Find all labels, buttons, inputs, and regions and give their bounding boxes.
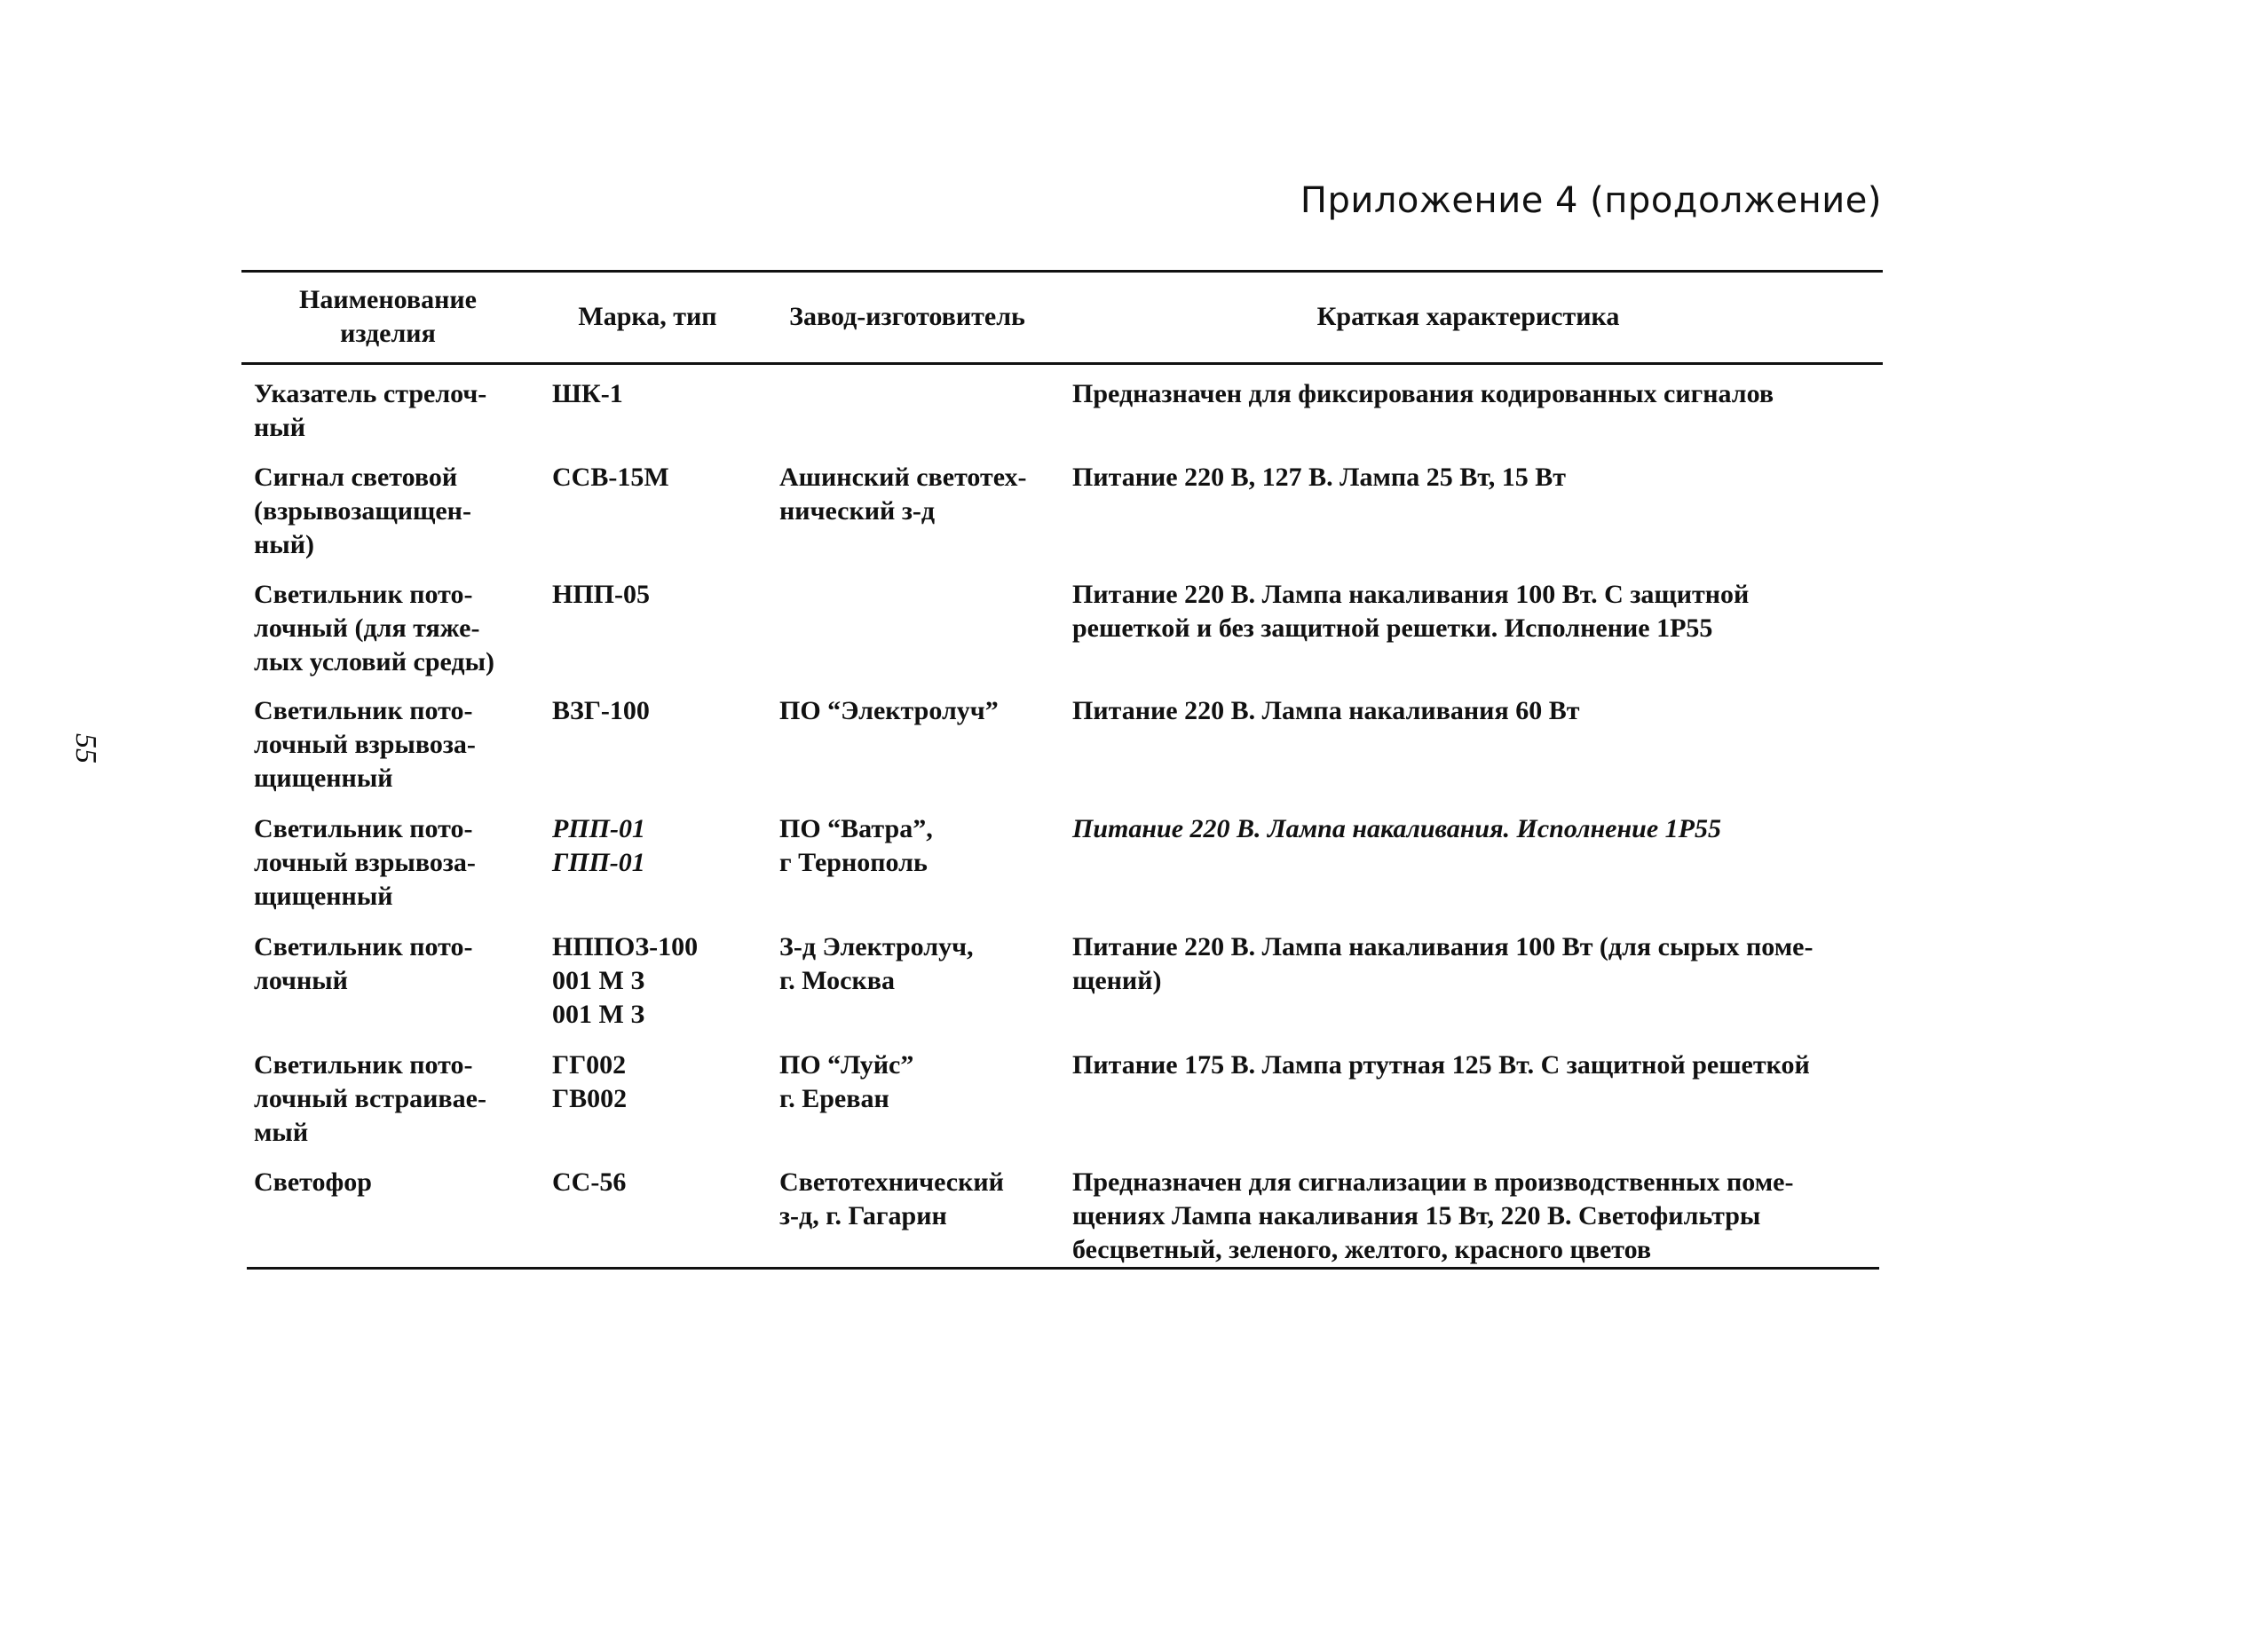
product-name-cell: Светильник пото- лочный <box>254 932 473 995</box>
appendix-title: Приложение 4 (продолжение) <box>1300 180 1882 221</box>
description-cell: Питание 220 В, 127 В. Лампа 25 Вт, 15 Вт <box>1072 463 1566 492</box>
column-header-description <box>1054 272 1883 362</box>
product-name-cell: Указатель стрелоч- ный <box>254 379 487 442</box>
column-header-maker <box>761 272 1054 362</box>
page-number: 55 <box>69 733 102 764</box>
table-header <box>241 272 1883 362</box>
product-name-cell: Сигнал световой (взрывозащищен- ный) <box>254 463 471 559</box>
brand-type-cell: ГГ002 ГВ002 <box>552 1050 628 1113</box>
description-cell: Питание 220 В. Лампа накаливания 60 Вт <box>1072 696 1580 725</box>
description-cell: Питание 220 В. Лампа накаливания. Исполнение 1Р55 <box>1072 814 1721 843</box>
table-header-rule <box>241 362 1883 365</box>
column-header-description-text: Краткая характеристика <box>1316 302 1620 331</box>
manufacturer-cell: Ашинский светотех- нический з-д <box>779 463 1027 526</box>
product-name-cell: Светофор <box>254 1167 372 1197</box>
column-header-name-text: Наименование изделия <box>299 285 477 348</box>
description-cell: Питание 175 В. Лампа ртутная 125 Вт. С защитной решеткой <box>1072 1050 1810 1080</box>
brand-type-cell: НППОЗ-100 001 М З 001 М З <box>552 932 699 1029</box>
column-header-name <box>241 272 534 362</box>
description-cell: Питание 220 В. Лампа накаливания 100 Вт. С защитной решеткой и без защитной решетки. Исполнение 1Р55 <box>1072 580 1750 643</box>
description-cell: Питание 220 В. Лампа накаливания 100 Вт (для сырых поме- щений) <box>1072 932 1814 995</box>
column-header-mark-text: Марка, тип <box>578 302 717 331</box>
description-cell: Предназначен для сигнализации в производственных поме- щениях Лампа накаливания 15 Вт, 220 В. Светофильтры бесцветный, зеленого, желтого, красного цветов <box>1072 1167 1794 1264</box>
brand-type-cell: НПП-05 <box>552 580 650 609</box>
column-header-mark <box>534 272 761 362</box>
description-cell: Предназначен для фиксирования кодированных сигналов <box>1072 379 1774 408</box>
brand-type-cell: ВЗГ-100 <box>552 696 650 725</box>
brand-type-cell: ССВ-15М <box>552 463 669 492</box>
table-bottom-rule <box>247 1267 1879 1270</box>
product-name-cell: Светильник пото- лочный взрывоза- щищенный <box>254 696 476 793</box>
brand-type-cell: СС-56 <box>552 1167 627 1197</box>
manufacturer-cell: Светотехнический з-д, г. Гагарин <box>779 1167 1004 1230</box>
product-name-cell: Светильник пото- лочный встраивае- мый <box>254 1050 486 1147</box>
product-name-cell: Светильник пото- лочный (для тяже- лых условий среды) <box>254 580 495 677</box>
product-name-cell: Светильник пото- лочный взрывоза- щищенный <box>254 814 476 911</box>
manufacturer-cell: ПО “Луйс” г. Ереван <box>779 1050 914 1113</box>
manufacturer-cell: ПО “Электролуч” <box>779 696 999 725</box>
manufacturer-cell: З-д Электролуч, г. Москва <box>779 932 974 995</box>
brand-type-cell: РПП-01 ГПП-01 <box>552 814 645 877</box>
manufacturer-cell: ПО “Ватра”, г Тернополь <box>779 814 933 877</box>
brand-type-cell: ШК-1 <box>552 379 623 408</box>
column-header-maker-text: Завод-изготовитель <box>789 302 1025 331</box>
